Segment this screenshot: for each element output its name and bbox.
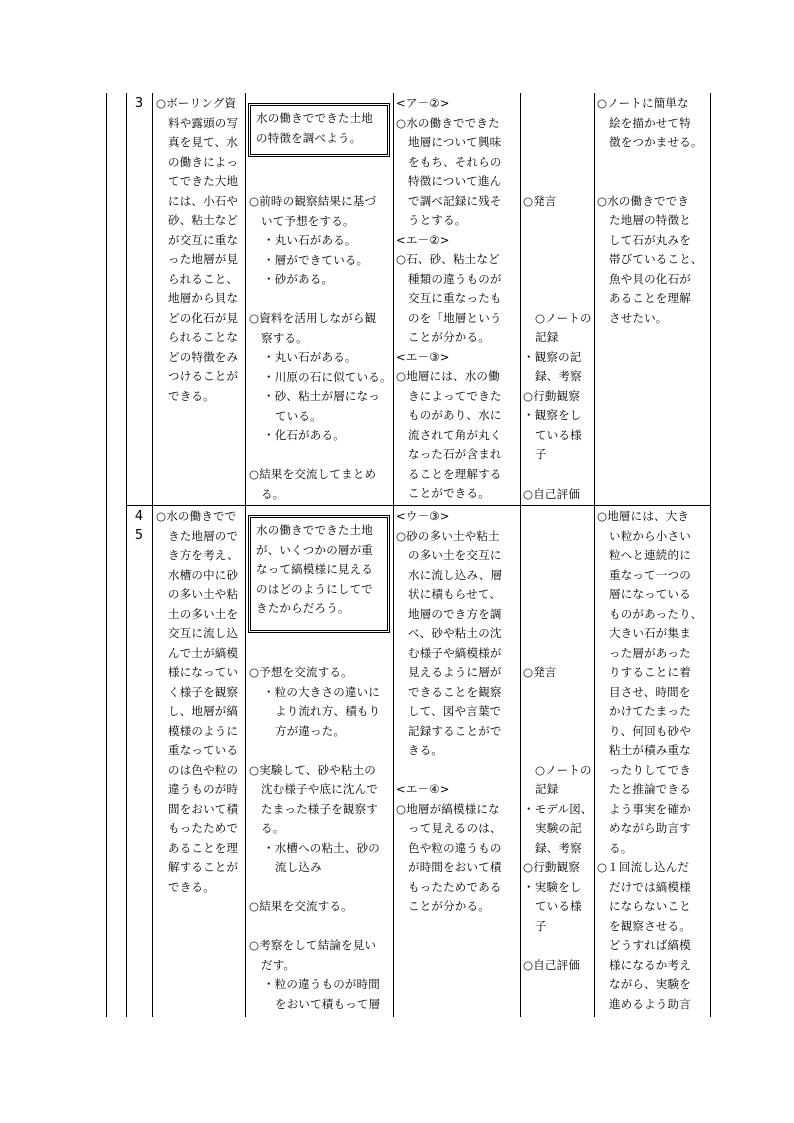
- question-line: のはどのようにしてで: [256, 581, 373, 596]
- evaluation-line: できることを観察: [408, 684, 502, 699]
- support-line: よう事実を確か: [609, 801, 691, 816]
- evaluation-line: きによってできた: [408, 388, 502, 403]
- evaluation-line: べ、砂や粘土の沈: [408, 626, 502, 640]
- activities-line: ・砂がある。: [263, 272, 334, 286]
- question-line: が、いくつかの層が重: [256, 542, 373, 557]
- question-line: の特徴を調べよう。: [256, 130, 362, 145]
- lesson-number: 3: [134, 96, 144, 111]
- support-line: を観察させる。: [609, 918, 691, 933]
- evaluation-line: して、図や言葉で: [408, 704, 502, 718]
- method-line: ・観察の記: [523, 350, 582, 364]
- grid-line: [106, 93, 107, 1017]
- support-line: たと推論できる: [609, 782, 691, 796]
- method-line: ○行動観察: [523, 389, 581, 403]
- objective-line: が交互に重な: [168, 232, 239, 247]
- method-line: 録、考察: [535, 369, 582, 383]
- activities-line: ○予想を交流する。: [249, 665, 353, 679]
- support-line: 魚や貝の化石が: [609, 271, 691, 286]
- support-line: 徴をつかませる。: [609, 135, 703, 149]
- method-line: ○ノートの: [535, 311, 592, 325]
- objective-line: 地層から貝な: [168, 291, 239, 305]
- evaluation-line: ○地層が縞模様にな: [396, 801, 500, 816]
- activities-line: ・丸い石がある。: [263, 233, 357, 247]
- support-line: だけでは縞模様: [609, 879, 691, 894]
- objective-line: あることを理: [168, 840, 239, 855]
- objective-line: 交互に流し込: [168, 626, 239, 640]
- question-box: [248, 103, 390, 157]
- evaluation-line: ○水の働きでできた: [396, 115, 500, 130]
- question-box: [248, 515, 390, 633]
- grid-line: [594, 93, 595, 1017]
- objective-line: られること、: [168, 271, 239, 286]
- evaluation-line: きる。: [408, 743, 444, 757]
- activities-line: いて予想をする。: [261, 213, 355, 228]
- evaluation-line: うとする。: [408, 213, 467, 227]
- method-line: 子: [535, 447, 547, 461]
- activities-line: ○資料を活用しながら観: [249, 311, 377, 325]
- evaluation-line: もったためである: [408, 879, 502, 894]
- evaluation-line: <エ－②>: [396, 232, 450, 247]
- grid-line: [245, 93, 246, 1017]
- evaluation-line: 状に積もらせて、: [408, 587, 502, 601]
- activities-line: ○結果を交流する。: [249, 899, 353, 913]
- evaluation-line: ことが分かる。: [408, 330, 490, 344]
- objective-line: 間をおいて積: [168, 801, 239, 816]
- grid-line: [520, 93, 521, 1017]
- evaluation-line: って見えるのは、: [408, 821, 502, 835]
- objective-line: く様子を観察: [168, 684, 239, 699]
- objective-line: 様になってい: [168, 665, 239, 679]
- support-line: させたい。: [609, 310, 668, 325]
- objective-line: し、地層が縞: [168, 704, 239, 718]
- method-line: ○自己評価: [523, 958, 581, 972]
- support-line: 帯びていること、: [609, 252, 703, 266]
- support-line: ○水の働きででき: [597, 193, 690, 208]
- activities-line: ・丸い石がある。: [263, 350, 357, 364]
- activities-line: 察する。: [261, 330, 308, 345]
- support-line: りすることに着: [609, 665, 691, 679]
- evaluation-line: 種類の違うものが: [408, 271, 502, 286]
- method-line: ○自己評価: [523, 487, 581, 501]
- evaluation-line: をもち、それらの: [408, 154, 502, 169]
- row-separator: [126, 505, 711, 506]
- support-line: 様になるか考え: [609, 957, 691, 972]
- grid-line: [710, 93, 711, 1017]
- evaluation-line: 記録することがで: [408, 723, 502, 738]
- support-line: た地層の特徴と: [609, 213, 691, 227]
- evaluation-line: の多い土を交互に: [408, 548, 502, 562]
- objective-line: 違うものが時: [168, 782, 239, 796]
- activities-line: ・川原の石に似ている。: [263, 369, 392, 384]
- evaluation-line: ことが分かる。: [408, 899, 490, 913]
- activities-line: をおいて積もって層: [275, 996, 381, 1011]
- method-line: ・モデル図、: [523, 802, 593, 816]
- evaluation-line: <エ－③>: [396, 349, 450, 364]
- support-line: 重なって一つの: [609, 567, 691, 582]
- evaluation-line: 特徴について進ん: [408, 174, 502, 188]
- activities-line: より流れ方、積もり: [275, 704, 381, 718]
- method-line: ・実験をし: [523, 880, 582, 894]
- objective-line: きた地層ので: [168, 528, 239, 543]
- objective-line: った地層が見: [168, 252, 239, 266]
- objective-line: んで土が縞模: [168, 645, 239, 660]
- activities-line: ○結果を交流してまとめ: [249, 467, 377, 481]
- objective-line: 解することが: [168, 860, 239, 874]
- objective-line: 水槽の中に砂: [168, 567, 239, 582]
- support-line: 層になっている: [609, 587, 691, 601]
- objective-line: のは色や粒の: [168, 762, 239, 777]
- objective-line: 模様のように: [168, 723, 239, 738]
- objective-line: もったためで: [168, 821, 239, 835]
- support-line: 大きい石が集ま: [609, 626, 691, 640]
- objective-line: ○ボーリング資: [156, 96, 237, 110]
- evaluation-line: <ア－②>: [396, 96, 450, 110]
- question-line: 水の働きでできた土地: [256, 111, 373, 125]
- method-line: 記録: [535, 782, 559, 796]
- objective-line: つけることが: [168, 369, 239, 383]
- objective-line: 重なっている: [168, 743, 239, 757]
- activities-line: ・化石がある。: [263, 428, 345, 442]
- support-line: り、何回も砂や: [609, 723, 691, 738]
- activities-line: だす。: [261, 957, 296, 972]
- method-line: ている様: [535, 428, 582, 442]
- support-line: めながら助言す: [609, 821, 691, 835]
- support-line: ながら、実験を: [609, 977, 691, 991]
- objective-line: の多い土や粘: [168, 587, 239, 601]
- activities-line: ・層ができている。: [263, 252, 369, 267]
- activities-line: る。: [261, 486, 285, 501]
- method-line: ○行動観察: [523, 860, 581, 874]
- activities-line: る。: [261, 821, 285, 835]
- evaluation-line: 交互に重なったも: [408, 291, 502, 305]
- evaluation-line: ることを理解する: [408, 466, 502, 481]
- method-line: 実験の記: [535, 821, 582, 835]
- method-line: ○発言: [523, 665, 557, 679]
- evaluation-line: のを「地層という: [408, 310, 502, 325]
- objective-line: どの化石が見: [168, 310, 239, 325]
- method-line: ○発言: [523, 194, 557, 208]
- objective-line: 土の多い土を: [168, 606, 239, 621]
- activities-line: ・水槽への粘土、砂の: [263, 840, 380, 855]
- grid-line: [152, 93, 153, 1017]
- support-line: 進めるよう助言: [609, 996, 691, 1011]
- objective-line: 料や露頭の写: [168, 115, 239, 130]
- evaluation-line: 地層について興味: [408, 135, 502, 149]
- activities-line: ている。: [275, 408, 322, 423]
- support-line: 目させ、時間を: [609, 684, 691, 699]
- activities-line: 流し込み: [275, 860, 322, 874]
- support-line: ○１回流し込んだ: [597, 860, 690, 874]
- method-line: 記録: [535, 330, 559, 344]
- evaluation-line: ○砂の多い土や粘土: [396, 528, 500, 543]
- question-line: 水の働きでできた土地: [256, 523, 373, 537]
- evaluation-line: 流されて角が丸く: [408, 427, 502, 442]
- support-line: にならないこと: [609, 899, 691, 913]
- activities-line: ○考察をして結論を見い: [249, 938, 377, 952]
- support-line: った層があった: [609, 645, 691, 660]
- evaluation-line: 見えるように層が: [408, 665, 502, 679]
- activities-line: ○実験して、砂や粘土の: [249, 762, 377, 777]
- support-line: ○ノートに簡単な: [597, 96, 689, 110]
- objective-line: られることな: [168, 330, 239, 344]
- lesson-number: 4: [134, 509, 144, 524]
- objective-line: てできた大地: [168, 174, 239, 188]
- objective-line: 砂、粘土など: [168, 213, 239, 227]
- support-line: ったりしてでき: [609, 762, 691, 777]
- method-line: 録、考察: [535, 841, 582, 855]
- evaluation-line: ○地層には、水の働: [396, 369, 500, 383]
- support-line: どうすれば縞模: [609, 938, 691, 952]
- evaluation-line: ものがあり、水に: [408, 408, 502, 422]
- objective-line: の働きによっ: [168, 154, 239, 169]
- activities-line: 沈む様子や底に沈んで: [261, 782, 378, 796]
- support-line: 粘土が積み重な: [609, 743, 691, 757]
- question-line: きたからだろう。: [256, 601, 350, 615]
- evaluation-line: なった石が含まれ: [408, 447, 502, 461]
- evaluation-line: ことができる。: [408, 486, 490, 500]
- question-line: なって縞模様に見える: [256, 562, 373, 576]
- objective-line: できる。: [168, 879, 215, 894]
- support-line: い粒から小さい: [609, 528, 691, 543]
- grid-line: [126, 93, 127, 1017]
- activities-line: たまった様子を観察す: [261, 801, 378, 816]
- evaluation-line: <エ－④>: [396, 782, 450, 796]
- evaluation-line: 水に流し込み、層: [408, 567, 503, 582]
- method-line: ・観察をし: [523, 408, 582, 422]
- objective-line: き方を考え、: [168, 548, 239, 562]
- evaluation-line: 色や粒の違うもの: [408, 840, 502, 855]
- method-line: ○ノートの: [535, 763, 592, 777]
- support-line: 粒へと連続的に: [609, 548, 691, 562]
- objective-line: には、小石や: [168, 193, 239, 208]
- objective-line: ○水の働きでで: [156, 509, 237, 523]
- method-line: ている様: [535, 899, 582, 913]
- evaluation-line: む様子や縞模様が: [408, 645, 502, 660]
- evaluation-line: ○石、砂、粘土など: [396, 252, 500, 266]
- support-line: ものがあったり、: [609, 606, 703, 621]
- lesson-number: 5: [134, 528, 144, 543]
- activities-line: ・粒の大きさの違いに: [263, 684, 380, 699]
- evaluation-line: が時間をおいて積: [408, 860, 502, 874]
- evaluation-line: で調べ記録に残そ: [408, 193, 502, 208]
- method-line: 子: [535, 919, 547, 933]
- activities-line: ○前時の観察結果に基づ: [249, 194, 377, 208]
- activities-line: 方が違った。: [275, 723, 346, 738]
- activities-line: ・砂、粘土が層になっ: [263, 389, 380, 403]
- objective-line: できる。: [168, 388, 215, 403]
- support-line: る。: [609, 840, 633, 855]
- support-line: して石が丸みを: [609, 232, 691, 247]
- objective-line: どの特徴をみ: [168, 349, 239, 364]
- activities-line: ・粒の違うものが時間: [263, 977, 380, 991]
- support-line: かけてたまった: [609, 704, 691, 718]
- support-line: 絵を描かせて特: [609, 115, 691, 130]
- grid-line: [393, 93, 394, 1017]
- support-line: あることを理解: [609, 291, 691, 305]
- support-line: ○地層には、大き: [597, 509, 690, 523]
- evaluation-line: 地層のでき方を調: [408, 606, 502, 621]
- evaluation-line: <ウ－③>: [396, 509, 450, 523]
- objective-line: 真を見て、水: [168, 135, 238, 149]
